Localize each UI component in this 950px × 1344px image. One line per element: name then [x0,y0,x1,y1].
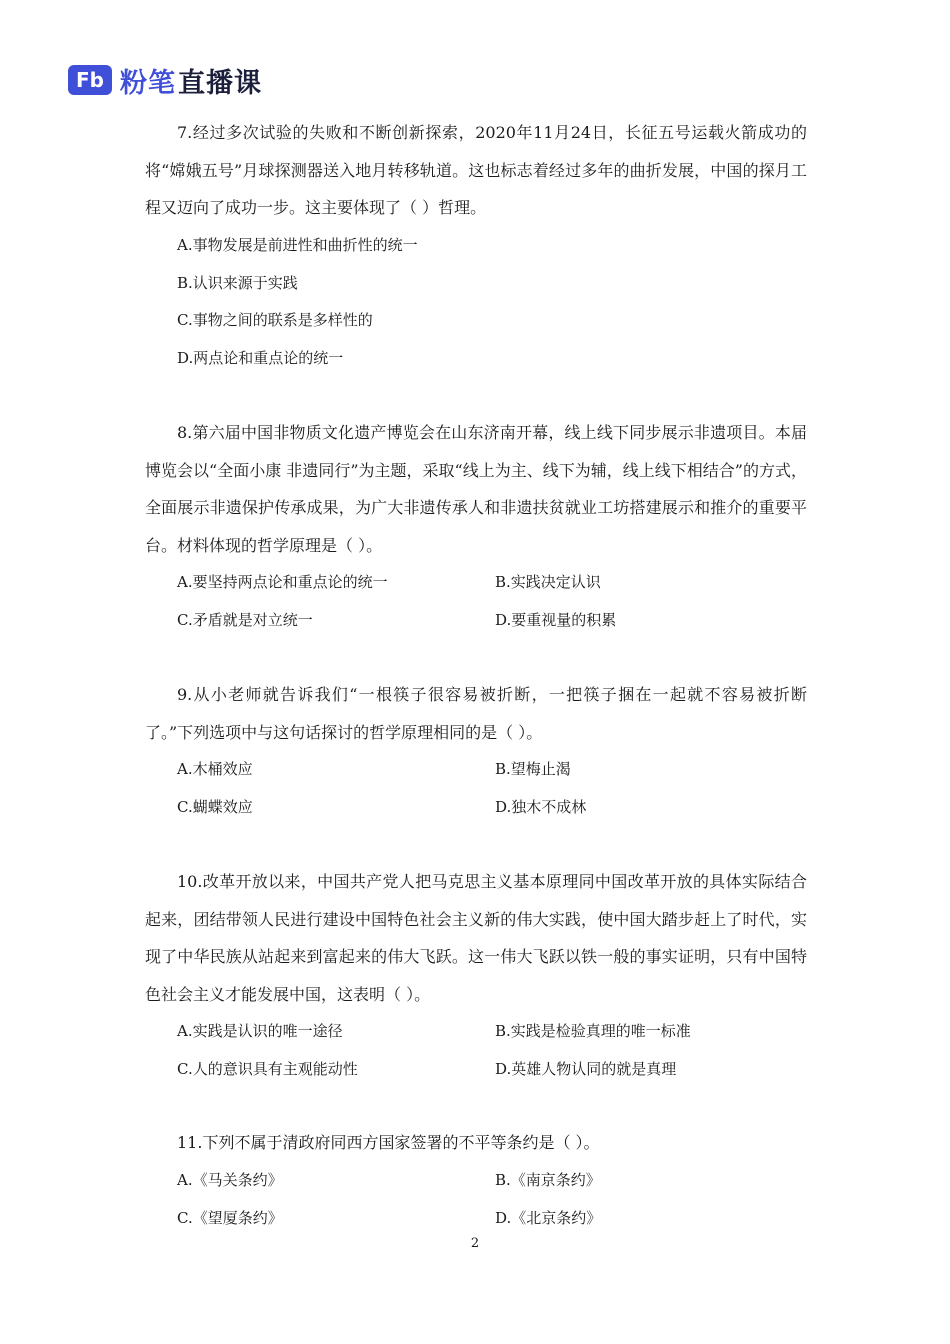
question-8 [145,414,807,639]
option-b: B.实践决定认识 [495,573,601,591]
question-stem: 11.下列不属于清政府同西方国家签署的不平等条约是（ ）。 [177,1133,600,1152]
question-9 [145,676,807,826]
option-b: B.望梅止渴 [495,760,571,778]
logo-brand-text: 粉笔 [120,67,176,99]
option-a: A.事物发展是前进性和曲折性的统一 [177,235,418,254]
option-a: A.《马关条约》 [177,1170,283,1189]
page-number: 2 [470,1236,480,1251]
question-stem: 8.第六届中国非物质文化遗产博览会在山东济南开幕，线上线下同步展示非遗项目。本届博览会以“全面小康 非遗同行”为主题，采取“线上为主、线下为辅，线上线下相结合”的方式，全面展示非遗保护传承成果，为广大非遗传承人和非遗扶贫就业工坊搭建展示和推介的重要平台。材料体现的哲学原理是（ ）。 [145,423,807,555]
brand-logo [68,60,262,100]
option-a: A.木桶效应 [177,760,253,778]
question-stem: 7.经过多次试验的失败和不断创新探索，2020年11月24日，长征五号运载火箭成功的将“嫦娥五号”月球探测器送入地月转移轨道。这也标志着经过多年的曲折发展，中国的探月工程又迈向了成功一步。这主要体现了（ ）哲理。 [145,123,807,217]
option-list [145,1013,807,1088]
option-c: C.《望厦条约》 [177,1208,283,1227]
logo-product-text: 直播课 [178,67,262,99]
option-d: D.《北京条约》 [495,1208,602,1227]
option-c: C.蝴蝶效应 [177,798,253,816]
option-d: D.英雄人物认同的就是真理 [495,1060,677,1078]
option-c: C.人的意识具有主观能动性 [177,1060,358,1078]
option-list [145,1162,807,1237]
option-c: C.矛盾就是对立统一 [177,611,313,629]
question-stem: 9.从小老师就告诉我们“一根筷子很容易被折断，一把筷子捆在一起就不容易被折断了。”下列选项中与这句话探讨的哲学原理相同的是（ ）。 [145,685,807,742]
option-d: D.两点论和重点论的统一 [177,348,344,367]
option-b: B.认识来源于实践 [177,273,298,292]
option-list [145,751,807,826]
logo-wordmark [120,61,262,100]
option-list [145,227,807,377]
option-list [145,564,807,639]
fb-logo-icon: Fb [68,65,112,95]
question-stem: 10.改革开放以来，中国共产党人把马克思主义基本原理同中国改革开放的具体实际结合起来，团结带领人民进行建设中国特色社会主义新的伟大实践，使中国大踏步赶上了时代，实现了中华民族从站起来到富起来的伟大飞跃。这一伟大飞跃以铁一般的事实证明，只有中国特色社会主义才能发展中国，这表明（ ）。 [145,872,807,1004]
option-b: B.《南京条约》 [495,1170,601,1189]
option-d: D.独木不成林 [495,798,587,816]
option-a: A.实践是认识的唯一途径 [177,1022,343,1040]
question-7 [145,114,807,377]
option-d: D.要重视量的积累 [495,611,617,629]
option-b: B.实践是检验真理的唯一标准 [495,1022,691,1040]
question-11 [145,1124,807,1237]
option-a: A.要坚持两点论和重点论的统一 [177,573,388,591]
option-c: C.事物之间的联系是多样性的 [177,310,373,329]
question-10 [145,863,807,1088]
